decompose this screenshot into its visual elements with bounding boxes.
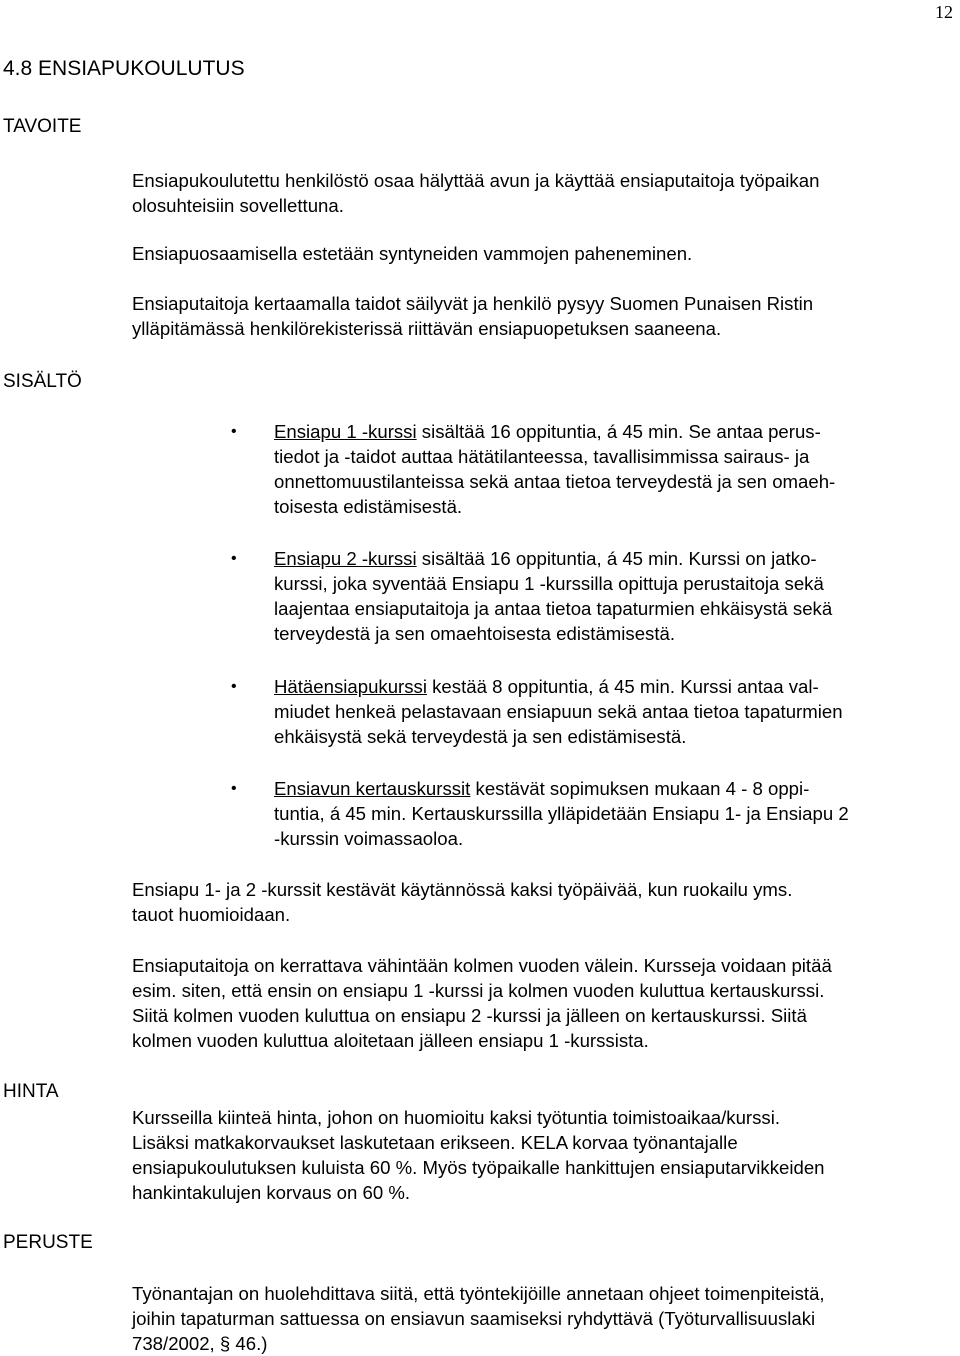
course-name: Ensiavun kertauskurssit [274,778,471,799]
text-line: Ensiapuosaamisella estetään syntyneiden vammojen paheneminen. [132,243,693,264]
list-item-hataensiapukurssi [231,674,843,749]
text-line: tauot huomioidaan. [132,904,291,925]
text-line: ehkäisystä sekä terveydestä ja sen edistämisestä. [274,726,687,747]
sisalto-paragraph-1 [132,877,792,927]
text-line: kolmen vuoden kuluttua aloitetaan jälleen ensiapu 1 -kurssista. [132,1030,649,1051]
text-line: joihin tapaturman sattuessa on ensiavun saamiseksi ryhdyttävä (Työturvallisuuslaki [132,1308,816,1329]
course-name: Ensiapu 1 -kurssi [274,421,417,442]
text-span: sisältää 16 oppituntia, á 45 min. Kurssi on jatko- [416,548,817,569]
text-line: Ensiaputaitoja on kerrattava vähintään kolmen vuoden välein. Kursseja voidaan pitää [132,955,832,976]
label-sisalto: SISÄLTÖ [3,371,82,392]
text-line: -kurssin voimassaoloa. [274,828,464,849]
text-line: hankintakulujen korvaus on 60 %. [132,1182,411,1203]
list-item-kertauskurssit [231,776,849,851]
text-line: ensiapukoulutuksen kuluista 60 %. Myös työpaikalle hankittujen ensiaputarvikkeiden [132,1157,825,1178]
text-line: Ensiapukoulutettu henkilöstö osaa hälyttää avun ja käyttää ensiaputaitoja työpaikan [132,170,820,191]
text-line: terveydestä ja sen omaehtoisesta edistämisestä. [274,623,676,644]
text-line: kurssi, joka syventää Ensiapu 1 -kurssilla opittuja perustaitoja sekä [274,573,824,594]
text-line: miudet henkeä pelastavaan ensiapuun sekä antaa tietoa tapaturmien [274,701,843,722]
text-line: 738/2002, § 46.) [132,1333,268,1354]
text-line: toisesta edistämisestä. [274,496,463,517]
text-line: Työnantajan on huolehdittava siitä, että työntekijöille annetaan ohjeet toimenpiteistä, [132,1283,825,1304]
text-span: kestää 8 oppituntia, á 45 min. Kurssi antaa val- [426,676,819,697]
text-line: esim. siten, että ensin on ensiapu 1 -kurssi ja kolmen vuoden kuluttua kertauskurssi. [132,980,825,1001]
text-line: laajentaa ensiaputaitoja ja antaa tietoa tapaturmien ehkäisystä sekä [274,598,833,619]
bullet-icon: • [231,678,237,695]
text-line: olosuhteisiin sovellettuna. [132,195,344,216]
sisalto-paragraph-2 [132,953,832,1053]
hinta-paragraph [132,1105,825,1205]
text-line: Ensiapu 1- ja 2 -kurssit kestävät käytännössä kaksi työpäivää, kun ruokailu yms. [132,879,793,900]
bullet-icon: • [231,423,237,440]
label-peruste: PERUSTE [3,1232,93,1253]
text-span: sisältää 16 oppituntia, á 45 min. Se antaa perus- [416,421,821,442]
tavoite-paragraph-1 [132,168,819,218]
course-name: Hätäensiapukurssi [274,676,427,697]
text-line [240,776,849,801]
list-item-ensiapu-1 [231,419,836,519]
page-number: 12 [935,2,953,22]
text-line: Ensiaputaitoja kertaamalla taidot säilyvät ja henkilö pysyy Suomen Punaisen Ristin [132,293,814,314]
text-line: tiedot ja -taidot auttaa hätätilanteessa, tavallisimmissa sairaus- ja [274,446,810,467]
text-line: Kursseilla kiinteä hinta, johon on huomioitu kaksi työtuntia toimistoaikaa/kurssi. [132,1107,781,1128]
text-line: tuntia, á 45 min. Kertauskurssilla ylläpidetään Ensiapu 1- ja Ensiapu 2 [274,803,849,824]
bullet-icon: • [231,780,237,797]
text-line [240,674,843,699]
text-span: kestävät sopimuksen mukaan 4 - 8 oppi- [470,778,810,799]
text-line: Lisäksi matkakorvaukset laskutetaan erikseen. KELA korvaa työnantajalle [132,1132,738,1153]
course-name: Ensiapu 2 -kurssi [274,548,417,569]
text-line [240,546,832,571]
text-line: onnettomuustilanteissa sekä antaa tietoa terveydestä ja sen omaeh- [274,471,836,492]
section-title: 4.8 ENSIAPUKOULUTUS [3,57,245,80]
text-line: Siitä kolmen vuoden kuluttua on ensiapu 2 -kurssi ja jälleen on kertauskurssi. Siitä [132,1005,807,1026]
label-tavoite: TAVOITE [3,116,82,137]
tavoite-paragraph-2 [132,241,692,266]
text-line [240,419,835,444]
bullet-icon: • [231,550,237,567]
label-hinta: HINTA [3,1081,59,1102]
peruste-paragraph [132,1281,825,1356]
list-item-ensiapu-2 [231,546,833,646]
tavoite-paragraph-3 [132,291,813,341]
text-line: ylläpitämässä henkilörekisterissä riittävän ensiapuopetuksen saaneena. [132,318,722,339]
